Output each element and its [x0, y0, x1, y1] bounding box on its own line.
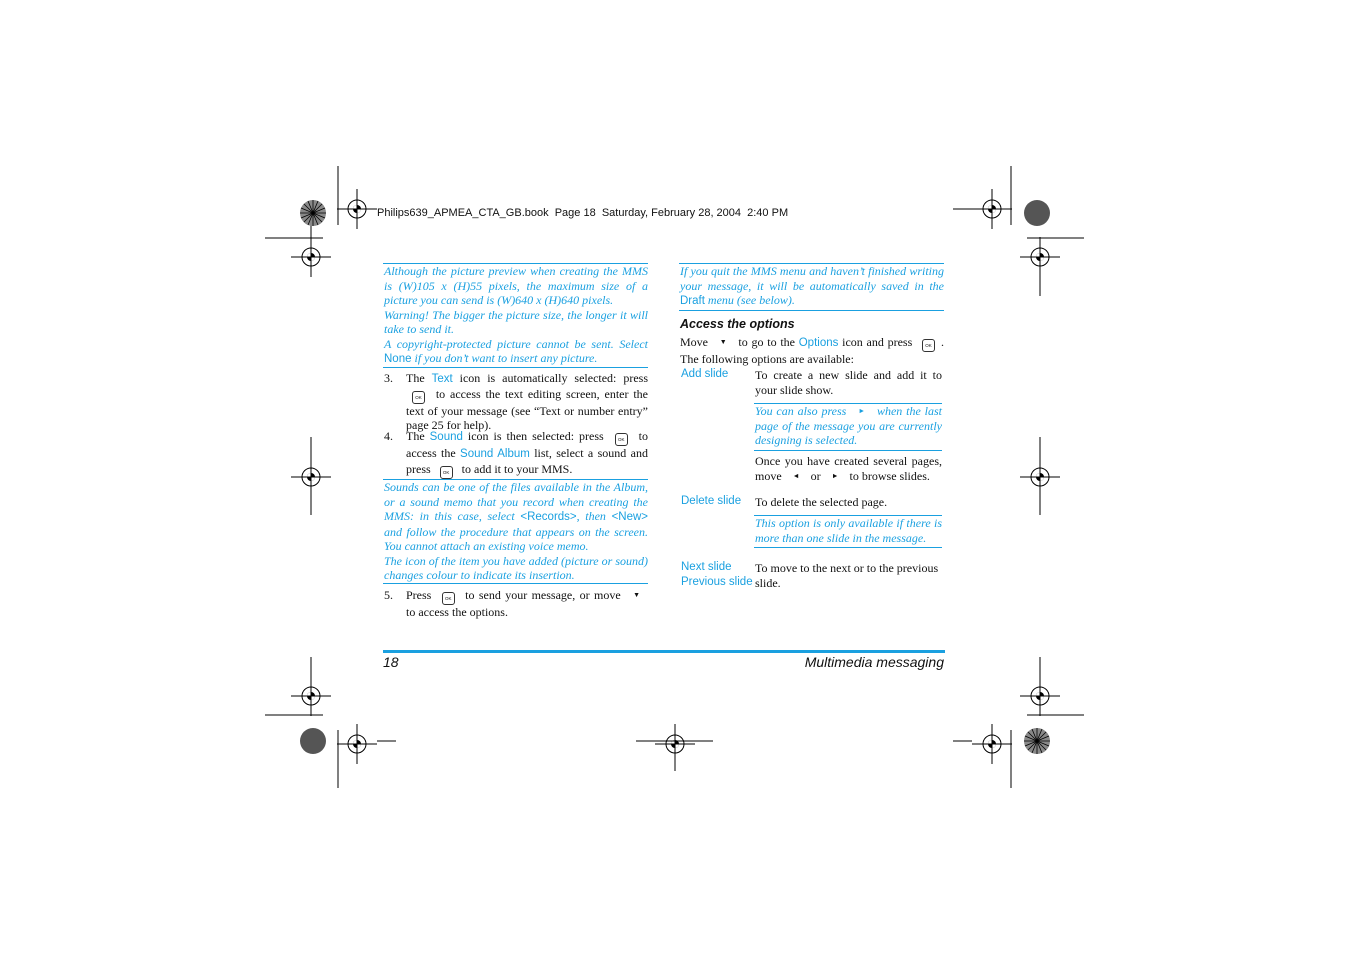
ok-key-icon: OK	[412, 391, 425, 404]
delete-slide-label: Delete slide	[681, 495, 742, 507]
ok-key-icon: OK	[442, 592, 455, 605]
sound-album-label: Sound Album	[460, 448, 530, 460]
note-rule	[383, 367, 648, 368]
note-paragraph: The icon of the item you have added (picture or sound) changes colour to indicate its insertion.	[384, 553, 648, 582]
next-slide-label: Next slide	[681, 561, 732, 573]
step-4: 4. The Sound icon is then selected: press OK to access the Sound Album list, select a sound and press OK to add it to your MMS.	[384, 429, 648, 479]
section-footer-title: Multimedia messaging	[804, 654, 944, 670]
add-slide-label: Add slide	[681, 368, 729, 380]
page-number: 18	[383, 654, 399, 670]
left-arrow-icon: ◄	[792, 471, 800, 480]
down-arrow-icon: ▼	[633, 591, 640, 599]
none-option-label: None	[384, 353, 412, 365]
text-icon-label: Text	[431, 373, 453, 385]
options-intro: Move ▼ to go to the Options icon and press OK . The following options are available:	[680, 335, 944, 366]
picture-size-note	[384, 264, 648, 367]
add-slide-browse: Once you have created several pages, move ◄ or ► to browse slides.	[755, 454, 942, 483]
starburst-register-icon	[298, 198, 328, 228]
ok-key-icon: OK	[615, 433, 628, 446]
previous-slide-label: Previous slide	[681, 576, 753, 588]
step-number: 5.	[384, 588, 393, 602]
options-icon-label: Options	[798, 337, 839, 349]
draft-menu-label: Draft	[680, 295, 705, 307]
gray-register-circle-icon	[298, 726, 328, 756]
note-paragraph: Although the picture preview when creating the MMS is (W)105 x (H)55 pixels, the maximum size of a picture you can send is (W)640 x (H)640 pixels.	[384, 264, 648, 307]
section-heading: Access the options	[680, 317, 795, 331]
note-paragraph: Sounds can be one of the files available in the Album, or a sound memo that you record when creating the MMS: in this case, select <Records>, then <New> and follow the procedure that appears on the screen. You cannot attach an existing voice memo.	[384, 480, 648, 553]
new-label: <New>	[611, 511, 648, 523]
right-arrow-icon: ►	[858, 407, 866, 415]
starburst-register-icon	[1022, 726, 1052, 756]
step-number: 3.	[384, 371, 393, 385]
right-arrow-icon: ►	[831, 471, 839, 480]
note-rule	[383, 583, 648, 584]
sound-icon-label: Sound	[429, 431, 463, 443]
gray-register-circle-icon	[1022, 198, 1052, 228]
note-rule	[754, 450, 942, 451]
delete-slide-note: This option is only available if there is more than one slide in the message.	[755, 516, 942, 545]
note-paragraph: A copyright-protected picture cannot be sent. Select None if you don’t want to insert any picture.	[384, 336, 648, 365]
ok-key-icon: OK	[440, 466, 453, 479]
ok-key-icon: OK	[922, 339, 935, 352]
delete-slide-description: To delete the selected page.	[755, 495, 888, 509]
step-5: 5. Press OK to send your message, or move ▼ to access the options.	[384, 588, 640, 619]
add-slide-description: To create a new slide and add it to your slide show.	[755, 368, 942, 397]
records-label: <Records>	[520, 511, 577, 523]
note-rule	[754, 547, 942, 548]
running-head: Philips639_APMEA_CTA_GB.book Page 18 Saturday, February 28, 2004 2:40 PM	[377, 207, 789, 219]
next-slide-description-end: slide.	[755, 576, 781, 590]
sound-note	[384, 480, 648, 583]
footer-rule	[383, 650, 945, 653]
step-number: 4.	[384, 429, 393, 443]
note-paragraph: Warning! The bigger the picture size, the longer it will take to send it.	[384, 307, 648, 336]
draft-note: If you quit the MMS menu and haven’t finished writing your message, it will be automatically saved in the Draft menu (see below).	[680, 264, 944, 307]
down-arrow-icon: ▼	[719, 338, 727, 346]
note-rule	[679, 310, 944, 311]
add-slide-note: You can also press ► when the last page of the message you are currently designing is selected.	[755, 404, 942, 447]
next-slide-description: To move to the next or to the previous	[755, 561, 939, 575]
step-3: 3. The Text icon is automatically selected: press OK to access the text editing screen, enter the text of your message (see “Text or number entry” page 25 for help).	[384, 371, 648, 432]
